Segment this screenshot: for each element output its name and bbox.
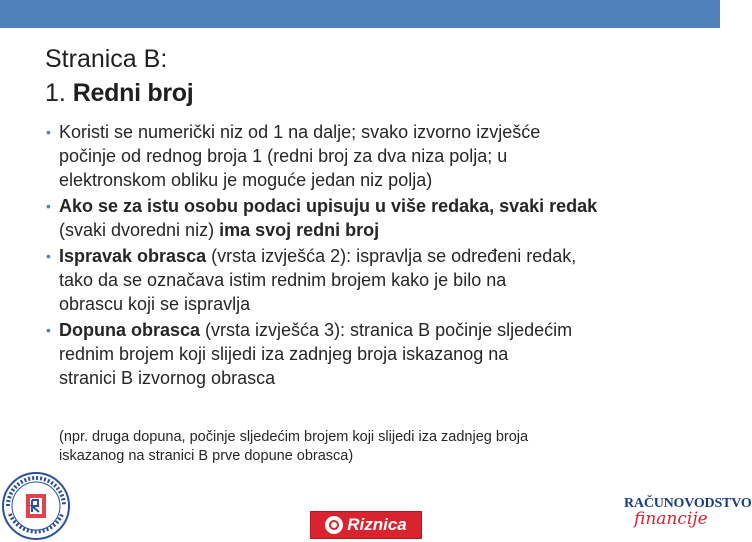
bullet-text: obrascu koji se ispravlja [59,294,251,314]
note-line-1: (npr. druga dopuna, počinje sljedećim brojem koji slijedi iza zadnjeg broja [59,429,529,445]
top-accent-bar [0,0,720,28]
racunovodstvo-financije-logo [624,496,752,540]
title-line-1: Stranica B: [45,45,168,73]
bullet-text: (svaki dvoredni niz) [59,220,220,240]
bullet-text: elektronskom obliku je moguće jedan niz polja) [59,170,433,190]
bullet-text-bold: Ako se za istu osobu podaci upisuju u više redaka, svaki redak [59,196,598,216]
bullet-text: rednim brojem koji slijedi iza zadnjeg broja iskazanog na [59,344,509,364]
bullet-item [46,244,696,316]
bullet-dot-icon: • [46,248,51,264]
bullet-text: Koristi se numerički niz od 1 na dalje; svako izvorno izvješće [59,122,541,142]
bullet-line [59,268,696,292]
slide-title [45,42,685,110]
bullet-line [59,342,696,366]
bullet-line [59,120,696,144]
bullet-text-bold: ima svoj redni broj [219,220,380,240]
title-line-2 [45,76,685,110]
bullet-line [59,194,696,218]
title-number: 1. [45,79,73,107]
bullet-line [59,244,696,268]
bullet-dot-icon: • [46,322,51,338]
bullet-line [59,168,696,192]
bullet-item [46,120,696,192]
note-text [59,428,699,466]
bullet-text: počinje od rednog broja 1 (redni broj za dva niza polja; u [59,146,508,166]
bullet-text: (vrsta izvješća 3): stranica B počinje sljedećim [200,320,573,340]
riznica-emblem-icon [325,516,343,534]
bullet-text: tako da se označava istim rednim brojem kako je bilo na [59,270,507,290]
bullet-line [59,292,696,316]
rf-logo-text-top: RAČUNOVODSTVO [624,496,752,511]
bullet-text: stranici B izvornog obrasca [59,368,276,388]
bullet-line [59,218,696,242]
bullet-line [59,144,696,168]
association-seal-logo [0,470,72,542]
bullet-text-bold: Ispravak obrasca [59,246,207,266]
riznica-logo-text: Riznica [347,515,407,534]
note-line-2: iskazanog na stranici B prve dopune obrasca) [59,448,354,464]
bullet-line [59,366,696,390]
rf-logo-text-bottom: financije [634,509,708,529]
bullet-item [46,318,696,390]
bullet-dot-icon: • [46,198,51,214]
riznica-logo [310,511,422,539]
bullet-text-bold: Dopuna obrasca [59,320,201,340]
bullet-dot-icon: • [46,124,51,140]
bullet-list [46,120,696,392]
bullet-line [59,318,696,342]
title-bold: Redni broj [72,79,194,107]
bullet-text: (vrsta izvješća 2): ispravlja se određeni redak, [206,246,577,266]
bullet-item [46,194,696,242]
